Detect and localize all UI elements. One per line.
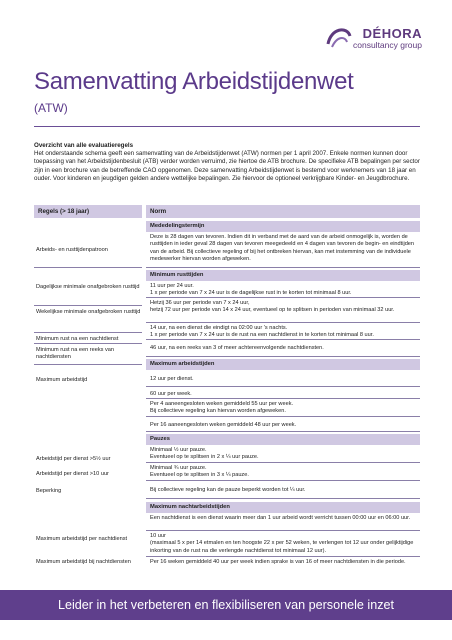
rule-label: Maximum arbeidstijd xyxy=(36,377,88,383)
norm-text xyxy=(146,299,420,323)
norm-line: Minimaal ¾ uur pauze. xyxy=(150,465,207,471)
norm-text xyxy=(146,464,420,481)
norm-text xyxy=(146,400,420,417)
norm-line: Per 4 aaneengesloten weken gemiddeld 55 uur per week. xyxy=(150,401,294,407)
rule-label: Arbeidstijd per dienst >10 uur xyxy=(36,471,109,477)
column-header-rules: Regels (> 18 jaar) xyxy=(34,205,142,218)
rule-label: Minimum rust na een reeks van nachtdiensten xyxy=(34,345,142,365)
norm-text: 46 uur, na een reeks van 3 of meer achtereenvolgende nachtdiensten. xyxy=(146,341,420,357)
norm-text xyxy=(146,282,420,298)
column-header-norm: Norm xyxy=(146,205,420,218)
norm-line: Eventueel op te splitsen in 3 x ¼ pauze. xyxy=(150,472,249,479)
brand-tagline: consultancy group xyxy=(353,40,422,50)
section-header: Maximum arbeidstijden xyxy=(146,359,420,370)
norm-text xyxy=(146,446,420,463)
footer-banner: Leider in het verbeteren en flexibiliseren van personele inzet xyxy=(0,590,452,620)
title-divider xyxy=(34,126,420,127)
section-header: Maximum nachtarbeidstijden xyxy=(146,502,420,513)
intro-block xyxy=(34,142,420,183)
norm-line: 14 uur, na een dienst die eindigt na 02:00 uur 's nachts. xyxy=(150,325,288,331)
norm-text: Een nachtdienst is een dienst waarin meer dan 1 uur arbeid wordt verricht tussen 00:00 uur en 06:00 uur. xyxy=(146,514,420,531)
page-subtitle: (ATW) xyxy=(34,101,68,115)
norm-line: Bij collectieve regeling kan hiervan worden afgeweken. xyxy=(150,408,286,415)
rule-label: Maximum arbeidstijd bij nachtdiensten xyxy=(36,559,131,565)
norm-text xyxy=(146,324,420,340)
norm-line: 1 x per periode van 7 x 24 uur is de rust na een nachtdienst in te korten tot minimaal 8 uur. xyxy=(150,332,374,339)
norm-line: Minimaal ½ uur pauze. xyxy=(150,447,207,453)
rule-label: Maximum arbeidstijd per nachtdienst xyxy=(36,536,128,542)
norm-line: hetzij 72 uur per periode van 14 x 24 uur, eventueel op te splitsen in perioden van minimaal 32 uur. xyxy=(150,307,395,314)
norm-text: Per 16 weken gemiddeld 40 uur per week indien sprake is van 16 of meer nachtdiensten in die periode. xyxy=(150,559,406,565)
page-title: Samenvatting Arbeidstijdenwet xyxy=(34,68,354,95)
norm-text xyxy=(146,532,420,557)
intro-heading: Overzicht van alle evaluatieregels xyxy=(34,142,134,149)
section-header: Pauzes xyxy=(146,434,420,445)
section-header: Minimum rusttijden xyxy=(146,270,420,281)
norm-line: Eventueel op te splitsen in 2 x ¼ uur pauze. xyxy=(150,454,259,461)
norm-line: 10 uur xyxy=(150,533,166,539)
norm-line: 1 x per periode van 7 x 24 uur is de dagelijkse rust in te korten tot minimaal 8 uur. xyxy=(150,290,352,297)
brand-name: DÉHORA xyxy=(362,26,422,41)
norm-line: Hetzij 36 uur per periode van 7 x 24 uur, xyxy=(150,300,250,306)
norm-line: (maximaal 5 x per 14 etmalen en ten hoogste 22 x per 52 weken, te verlengen tot 12 uur onder gelijktijdige inkorting van de rust na die verlengde nachtdienst tot minimaal 12 uur). xyxy=(150,540,414,554)
norm-text: Per 16 aaneengesloten weken gemiddeld 48 uur per week. xyxy=(146,418,420,432)
brand-logo xyxy=(353,26,422,50)
norm-text: Bij collectieve regeling kan de pauze beperkt worden tot ¼ uur. xyxy=(146,482,420,499)
rule-label: Dagelijkse minimale onafgebroken rusttijd xyxy=(34,282,142,306)
section-header: Mededelingstermijn xyxy=(146,221,420,232)
intro-text: Het onderstaande schema geeft een samenvatting van de Arbeidstijdenwet (ATW) normen per 1 april 2007. Enkele normen kunnen door toepassing van het Arbeidstijdenbesluit (ATB) verder worden verruimd, zie hiertoe de ATB brochure. De specifieke ATB bepalingen per sector zijn in een brochure van de betreffende CAO opgenomen. Deze samenvatting Arbeidstijdenwet is bestemd voor werknemers van 18 jaar en ouder. Voor kinderen en jeugdigen gelden andere wettelijke bepalingen. Zie hiervoor de optioneel verkrijgbare Kinder- en Jeugdbrochure. xyxy=(34,150,420,182)
logo-swirl-icon xyxy=(323,22,353,52)
rule-label: Arbeids- en rusttijdenpatroon xyxy=(34,233,142,268)
rule-label: Arbeidstijd per dienst >5½ uur xyxy=(36,456,111,462)
norm-text: 12 uur per dienst. xyxy=(146,371,420,387)
rule-label: Minimum rust na een nachtdienst xyxy=(34,334,142,344)
norm-text: Deze is 28 dagen van tevoren. Indien dit in verband met de aard van de arbeid onmogelijk is, worden de rusttijden in ieder geval 28 dagen van tevoren meegedeeld en 4 dagen van tevoren de begin- en eindtijden van de arbeid. Bij collectieve regeling of bij het ontbreken hiervan, kan met instemming van de individuele medewerker hiervan worden afgeweken. xyxy=(146,233,420,268)
norm-line: 11 uur per 24 uur. xyxy=(150,283,194,289)
rule-label: Beperking xyxy=(36,488,62,494)
rule-label: Wekelijkse minimale onafgebroken rusttijd xyxy=(34,307,142,333)
norm-text: 60 uur per week. xyxy=(146,388,420,399)
